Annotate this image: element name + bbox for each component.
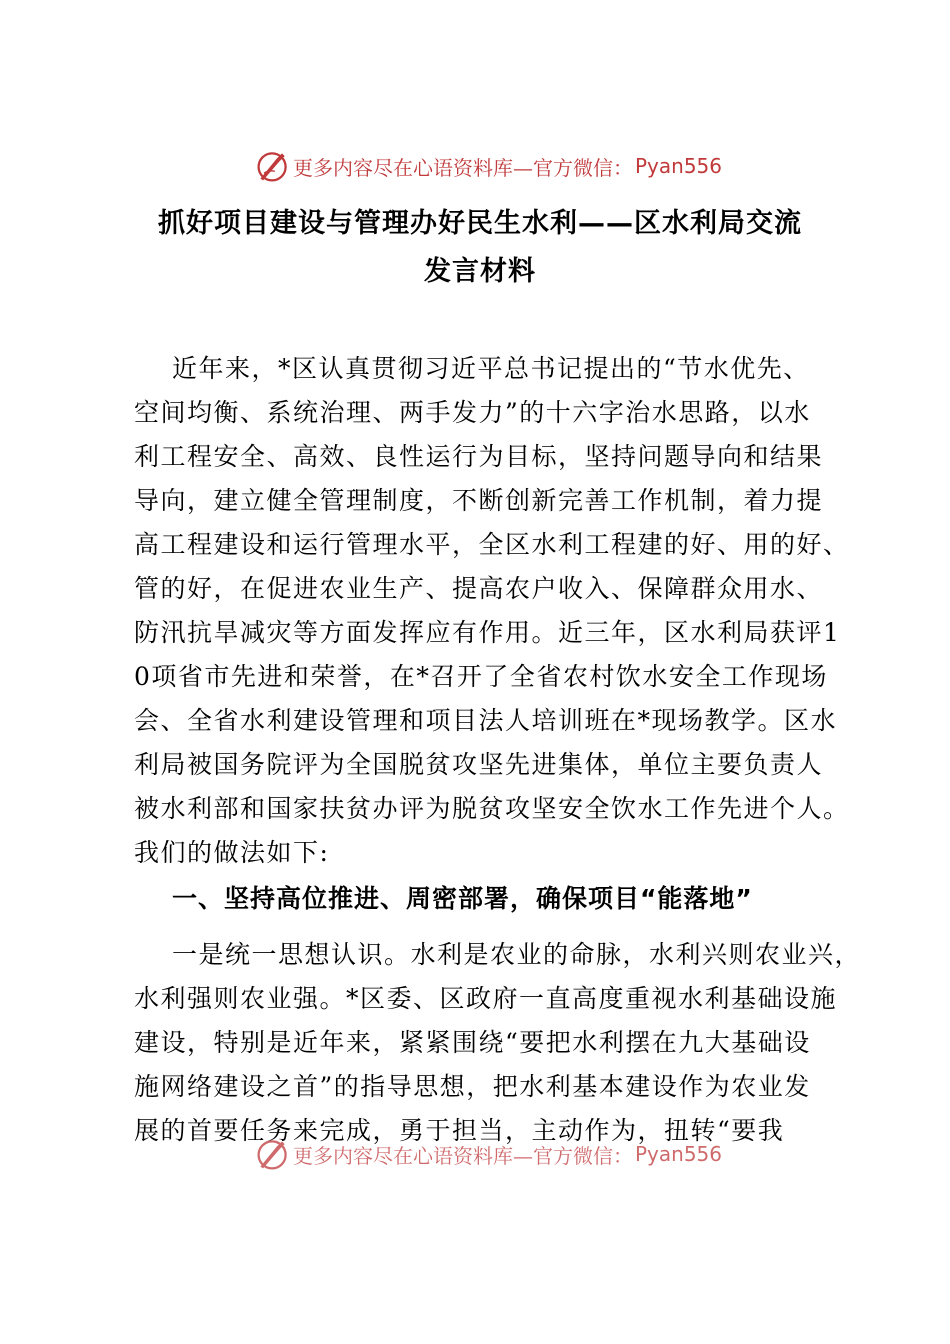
- body-line: 防汛抗旱减灾等方面发挥应有作用。近三年，区水利局获评1: [134, 618, 841, 647]
- watermark-text: 更多内容尽在心语资料库—官方微信：: [293, 155, 633, 180]
- body-line: 施网络建设之首”的指导思想，把水利基本建设作为农业发: [134, 1072, 811, 1101]
- body-line: 利工程安全、高效、良性运行为目标，坚持问题导向和结果: [134, 442, 824, 471]
- pen-logo-icon: [255, 148, 291, 184]
- body-line: 0项省市先进和荣誉，在*召开了全省农村饮水安全工作现场: [134, 662, 828, 691]
- body-line: 空间均衡、系统治理、两手发力”的十六字治水思路，以水: [134, 398, 811, 427]
- watermark-text: 更多内容尽在心语资料库—官方微信：: [293, 1143, 633, 1168]
- body-line: 近年来，*区认真贯彻习近平总书记提出的“节水优先、: [172, 354, 810, 383]
- body-line: 利局被国务院评为全国脱贫攻坚先进集体，单位主要负责人: [134, 750, 824, 779]
- section-heading: 一、坚持高位推进、周密部署，确保项目“能落地”: [172, 884, 753, 913]
- watermark-footer: [255, 1136, 722, 1172]
- body-line: 展的首要任务来完成，勇于担当，主动作为，扭转“要我: [134, 1116, 785, 1145]
- body-line: 建设，特别是近年来，紧紧围绕“要把水利摆在九大基础设: [134, 1028, 811, 1057]
- document-title: 抓好项目建设与管理办好民生水利——区水利局交流发言材料: [158, 208, 802, 287]
- pen-logo-icon: [255, 1136, 291, 1172]
- watermark-wechat-id: Pyan556: [635, 154, 723, 178]
- body-line: 导向，建立健全管理制度，不断创新完善工作机制，着力提: [134, 486, 824, 515]
- body-line: 水利强则农业强。*区委、区政府一直高度重视水利基础设施: [134, 984, 838, 1013]
- body-line: 管的好，在促进农业生产、提高农户收入、保障群众用水、: [134, 574, 824, 603]
- watermark-wechat-id: Pyan556: [635, 1142, 723, 1166]
- body-line: 会、全省水利建设管理和项目法人培训班在*现场教学。区水: [134, 706, 838, 735]
- body-line: 一是统一思想认识。水利是农业的命脉，水利兴则农业兴，: [172, 940, 862, 969]
- watermark-header: [255, 148, 722, 184]
- body-line: 被水利部和国家扶贫办评为脱贫攻坚安全饮水工作先进个人。: [134, 794, 850, 823]
- body-line: 高工程建设和运行管理水平，全区水利工程建的好、用的好、: [134, 530, 850, 559]
- body-line: 我们的做法如下:: [134, 838, 330, 867]
